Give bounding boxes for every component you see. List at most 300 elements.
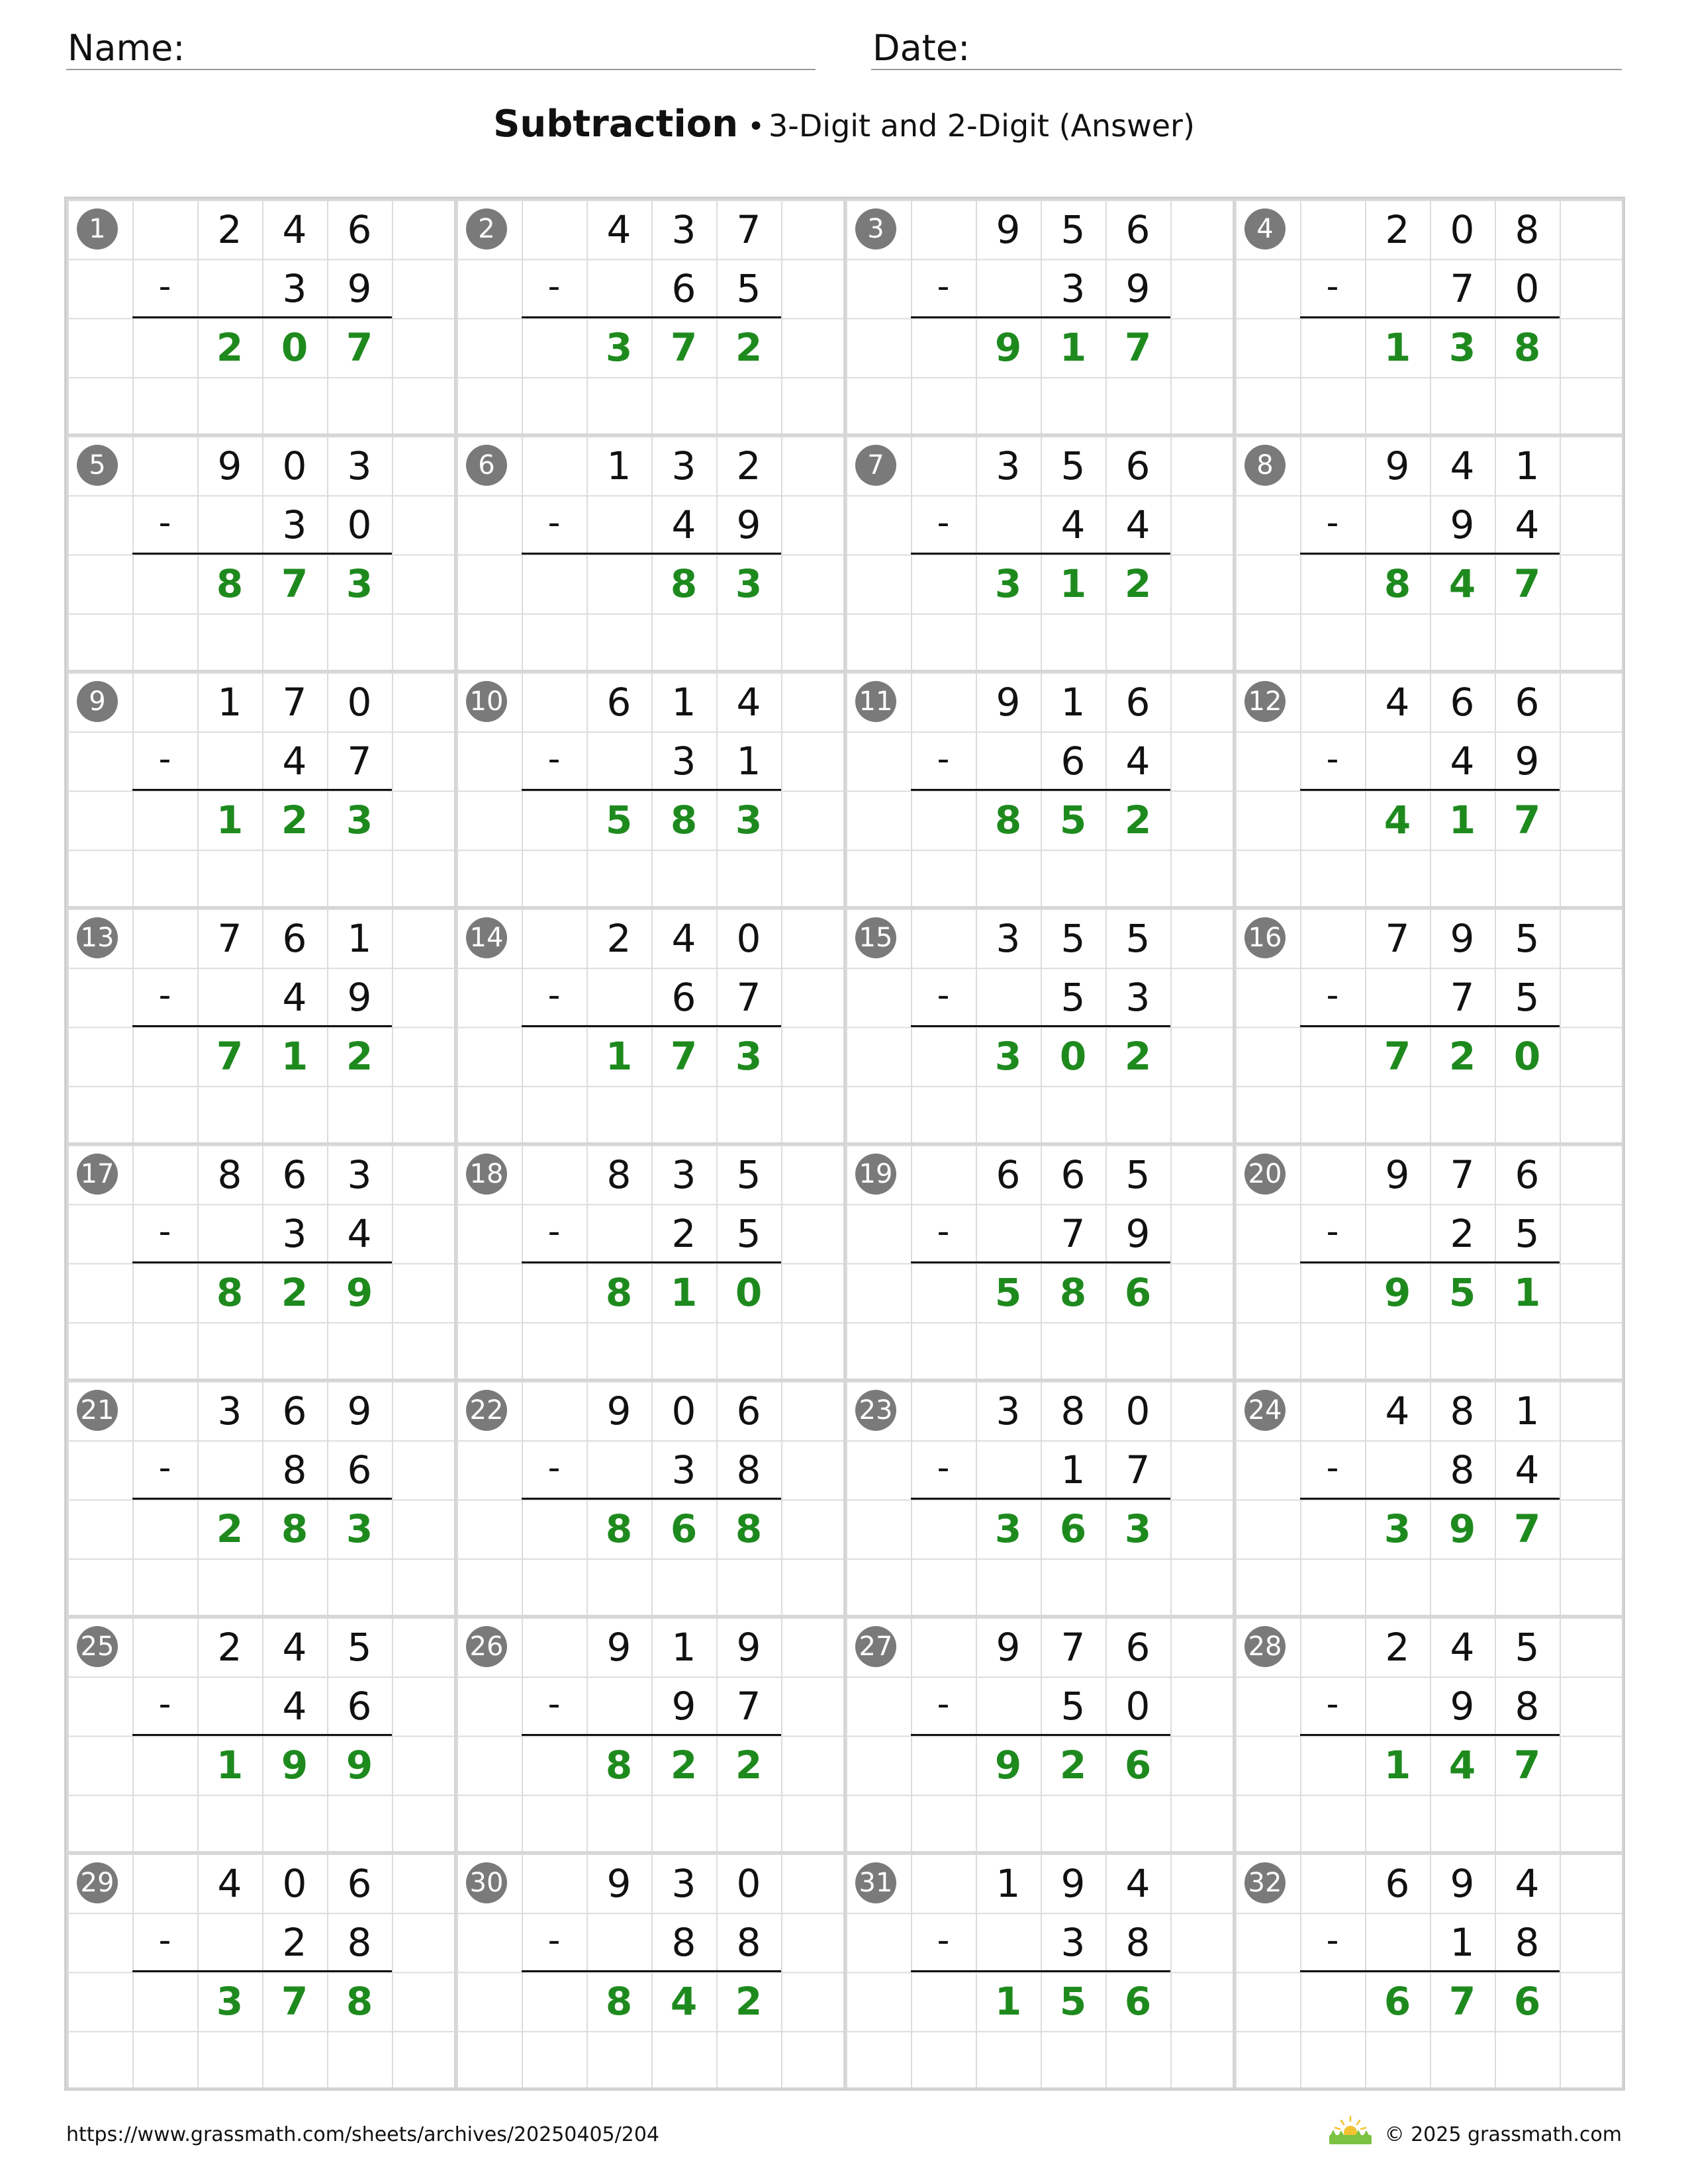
minuend-digit: 5 xyxy=(1060,207,1086,252)
subtrahend-digit: 6 xyxy=(347,1684,372,1729)
subtrahend-digit: 3 xyxy=(1125,975,1150,1020)
minus-sign: - xyxy=(937,1921,950,1960)
answer-digit: 5 xyxy=(605,797,633,842)
minuend-digit: 7 xyxy=(1385,916,1410,961)
minuend-digit: 7 xyxy=(282,680,307,725)
answer-digit: 1 xyxy=(1059,561,1087,606)
answer-digit: 7 xyxy=(1383,1034,1411,1079)
problem-cell xyxy=(1234,1144,1623,1380)
problem-cell xyxy=(66,435,455,671)
title-bullet: • xyxy=(747,110,765,144)
worksheet-title xyxy=(0,103,1688,146)
subtrahend-digit: 9 xyxy=(736,502,761,547)
minus-sign: - xyxy=(547,1921,561,1960)
answer-digit: 7 xyxy=(1448,1979,1476,2024)
problem-number-badge: 4 xyxy=(1244,208,1286,250)
minus-sign: - xyxy=(547,739,561,779)
minus-sign: - xyxy=(1326,267,1339,306)
minuend-digit: 6 xyxy=(1060,1152,1086,1197)
minuend-digit: 8 xyxy=(1515,207,1540,252)
answer-digit: 1 xyxy=(605,1034,633,1079)
answer-rule xyxy=(522,316,781,318)
minuend-digit: 3 xyxy=(217,1388,242,1433)
answer-digit: 2 xyxy=(735,1979,763,2024)
answer-digit: 9 xyxy=(994,325,1022,370)
minus-sign: - xyxy=(1326,976,1339,1015)
problem-number-badge: 14 xyxy=(466,917,507,958)
subtrahend-digit: 3 xyxy=(282,1211,307,1256)
answer-digit: 0 xyxy=(1513,1034,1541,1079)
minus-sign: - xyxy=(1326,1684,1339,1724)
minuend-digit: 5 xyxy=(736,1152,761,1197)
problem-number-badge: 2 xyxy=(466,208,507,250)
answer-digit: 7 xyxy=(1513,797,1541,842)
subtrahend-digit: 4 xyxy=(347,1211,372,1256)
problem-number-badge: 5 xyxy=(77,445,118,486)
minuend-digit: 1 xyxy=(347,916,372,961)
problem-cell xyxy=(1234,671,1623,907)
answer-digit: 3 xyxy=(994,1506,1022,1551)
problem-cell xyxy=(845,199,1234,435)
answer-digit: 9 xyxy=(346,1743,373,1788)
answer-digit: 0 xyxy=(281,325,308,370)
answer-digit: 2 xyxy=(281,1270,308,1315)
answer-digit: 8 xyxy=(216,561,244,606)
answer-digit: 8 xyxy=(281,1506,308,1551)
minuend-digit: 5 xyxy=(1125,916,1150,961)
problem-cell xyxy=(845,907,1234,1144)
minuend-digit: 5 xyxy=(1125,1152,1150,1197)
title-main: Subtraction xyxy=(493,103,739,146)
answer-digit: 8 xyxy=(605,1506,633,1551)
minuend-digit: 6 xyxy=(347,207,372,252)
minuend-digit: 4 xyxy=(1125,1861,1150,1906)
answer-rule xyxy=(132,1734,392,1736)
minuend-digit: 2 xyxy=(217,1625,242,1670)
answer-rule xyxy=(132,553,392,555)
problem-number-badge: 18 xyxy=(466,1154,507,1195)
date-field[interactable] xyxy=(871,26,1622,70)
minuend-digit: 3 xyxy=(996,916,1021,961)
answer-digit: 3 xyxy=(735,1034,763,1079)
minuend-digit: 8 xyxy=(606,1152,632,1197)
subtrahend-digit: 2 xyxy=(1450,1211,1475,1256)
minuend-digit: 9 xyxy=(1450,1861,1475,1906)
minuend-digit: 1 xyxy=(606,443,632,488)
minus-sign: - xyxy=(158,1684,171,1724)
answer-digit: 8 xyxy=(670,797,698,842)
problem-number-badge: 23 xyxy=(855,1390,896,1431)
answer-digit: 9 xyxy=(994,1743,1022,1788)
subtrahend-digit: 5 xyxy=(736,1211,761,1256)
answer-digit: 5 xyxy=(1059,797,1087,842)
minuend-digit: 4 xyxy=(671,916,696,961)
answer-digit: 6 xyxy=(1383,1979,1411,2024)
answer-digit: 8 xyxy=(605,1979,633,2024)
answer-digit: 2 xyxy=(1124,797,1152,842)
minuend-digit: 0 xyxy=(347,680,372,725)
problem-number-badge: 24 xyxy=(1244,1390,1286,1431)
problem-number-badge: 10 xyxy=(466,681,507,722)
answer-digit: 8 xyxy=(994,797,1022,842)
minus-sign: - xyxy=(547,503,561,543)
subtrahend-digit: 8 xyxy=(1125,1920,1150,1965)
problem-cell xyxy=(455,1616,845,1852)
minuend-digit: 7 xyxy=(736,207,761,252)
answer-rule xyxy=(522,553,781,555)
minuend-digit: 8 xyxy=(1060,1388,1086,1433)
answer-digit: 2 xyxy=(1059,1743,1087,1788)
problem-grid xyxy=(66,199,1623,2089)
problem-number-badge: 19 xyxy=(855,1154,896,1195)
minuend-digit: 5 xyxy=(347,1625,372,1670)
answer-digit: 9 xyxy=(281,1743,308,1788)
answer-digit: 3 xyxy=(1124,1506,1152,1551)
problem-number-badge: 7 xyxy=(855,445,896,486)
problem-number-badge: 28 xyxy=(1244,1626,1286,1667)
answer-rule xyxy=(911,1025,1170,1027)
minuend-digit: 2 xyxy=(1385,1625,1410,1670)
name-label: Name: xyxy=(68,27,185,69)
problem-cell xyxy=(66,671,455,907)
minuend-digit: 3 xyxy=(671,207,696,252)
minuend-digit: 0 xyxy=(1125,1388,1150,1433)
date-label: Date: xyxy=(872,27,970,69)
minuend-digit: 0 xyxy=(282,1861,307,1906)
minuend-digit: 9 xyxy=(996,680,1021,725)
minus-sign: - xyxy=(937,503,950,543)
answer-digit: 2 xyxy=(1448,1034,1476,1079)
problem-number-badge: 8 xyxy=(1244,445,1286,486)
minuend-digit: 4 xyxy=(736,680,761,725)
minuend-digit: 3 xyxy=(996,443,1021,488)
answer-digit: 9 xyxy=(346,1270,373,1315)
subtrahend-digit: 3 xyxy=(282,266,307,311)
problem-number-badge: 32 xyxy=(1244,1862,1286,1903)
answer-digit: 7 xyxy=(1124,325,1152,370)
problem-number-badge: 11 xyxy=(855,681,896,722)
answer-digit: 8 xyxy=(1513,325,1541,370)
answer-rule xyxy=(911,1970,1170,1972)
problem-number-badge: 21 xyxy=(77,1390,118,1431)
subtrahend-digit: 5 xyxy=(1060,975,1086,1020)
minuend-digit: 4 xyxy=(217,1861,242,1906)
answer-digit: 1 xyxy=(281,1034,308,1079)
answer-digit: 3 xyxy=(735,561,763,606)
minus-sign: - xyxy=(937,1684,950,1724)
problem-cell xyxy=(1234,199,1623,435)
minuend-digit: 5 xyxy=(1515,1625,1540,1670)
problem-cell xyxy=(845,1616,1234,1852)
minuend-digit: 4 xyxy=(606,207,632,252)
minus-sign: - xyxy=(158,1212,171,1251)
answer-digit: 7 xyxy=(1513,1743,1541,1788)
minuend-digit: 8 xyxy=(217,1152,242,1197)
answer-rule xyxy=(1300,789,1560,791)
subtrahend-digit: 2 xyxy=(671,1211,696,1256)
problem-cell xyxy=(1234,1852,1623,2089)
answer-digit: 4 xyxy=(1448,561,1476,606)
minus-sign: - xyxy=(158,739,171,779)
minuend-digit: 0 xyxy=(1450,207,1475,252)
answer-rule xyxy=(522,1261,781,1263)
subtrahend-digit: 4 xyxy=(1125,502,1150,547)
minuend-digit: 6 xyxy=(736,1388,761,1433)
problem-cell xyxy=(66,1852,455,2089)
subtrahend-digit: 7 xyxy=(1125,1447,1150,1492)
subtrahend-digit: 6 xyxy=(1060,739,1086,784)
minus-sign: - xyxy=(937,267,950,306)
answer-digit: 0 xyxy=(1059,1034,1087,1079)
problem-number-badge: 30 xyxy=(466,1862,507,1903)
subtrahend-digit: 7 xyxy=(1450,975,1475,1020)
subtrahend-digit: 1 xyxy=(1450,1920,1475,1965)
subtrahend-digit: 5 xyxy=(736,266,761,311)
answer-digit: 9 xyxy=(1448,1506,1476,1551)
answer-digit: 3 xyxy=(994,1034,1022,1079)
minuend-digit: 8 xyxy=(1450,1388,1475,1433)
problem-cell xyxy=(845,1144,1234,1380)
problem-number-badge: 26 xyxy=(466,1626,507,1667)
subtrahend-digit: 8 xyxy=(282,1447,307,1492)
minuend-digit: 9 xyxy=(1450,916,1475,961)
subtrahend-digit: 0 xyxy=(347,502,372,547)
minus-sign: - xyxy=(1326,739,1339,779)
minuend-digit: 9 xyxy=(1060,1861,1086,1906)
minuend-digit: 4 xyxy=(1515,1861,1540,1906)
minus-sign: - xyxy=(937,976,950,1015)
problem-number-badge: 13 xyxy=(77,917,118,958)
answer-rule xyxy=(1300,316,1560,318)
minuend-digit: 4 xyxy=(1385,1388,1410,1433)
subtrahend-digit: 5 xyxy=(1060,1684,1086,1729)
answer-rule xyxy=(1300,1025,1560,1027)
subtrahend-digit: 8 xyxy=(1515,1920,1540,1965)
problem-cell xyxy=(1234,907,1623,1144)
minuend-digit: 6 xyxy=(996,1152,1021,1197)
minuend-digit: 2 xyxy=(736,443,761,488)
minuend-digit: 3 xyxy=(347,443,372,488)
minus-sign: - xyxy=(158,1448,171,1488)
problem-cell xyxy=(455,199,845,435)
answer-digit: 8 xyxy=(605,1743,633,1788)
answer-digit: 3 xyxy=(1383,1506,1411,1551)
subtrahend-digit: 0 xyxy=(1515,266,1540,311)
subtrahend-digit: 7 xyxy=(736,1684,761,1729)
answer-digit: 1 xyxy=(670,1270,698,1315)
minuend-digit: 4 xyxy=(1450,1625,1475,1670)
answer-rule xyxy=(522,1025,781,1027)
answer-digit: 7 xyxy=(346,325,373,370)
subtrahend-digit: 9 xyxy=(347,266,372,311)
problem-cell xyxy=(1234,1616,1623,1852)
answer-digit: 1 xyxy=(994,1979,1022,2024)
minus-sign: - xyxy=(158,1921,171,1960)
minuend-digit: 2 xyxy=(217,207,242,252)
answer-digit: 7 xyxy=(670,325,698,370)
answer-digit: 5 xyxy=(1059,1979,1087,2024)
subtrahend-digit: 7 xyxy=(1450,266,1475,311)
answer-digit: 8 xyxy=(605,1270,633,1315)
problem-cell xyxy=(845,435,1234,671)
subtrahend-digit: 8 xyxy=(1515,1684,1540,1729)
minus-sign: - xyxy=(547,976,561,1015)
problem-number-badge: 6 xyxy=(466,445,507,486)
minuend-digit: 6 xyxy=(1125,680,1150,725)
problem-number-badge: 25 xyxy=(77,1626,118,1667)
minus-sign: - xyxy=(547,267,561,306)
minuend-digit: 5 xyxy=(1060,916,1086,961)
answer-digit: 8 xyxy=(670,561,698,606)
problem-cell xyxy=(1234,435,1623,671)
subtrahend-digit: 3 xyxy=(671,1447,696,1492)
subtrahend-digit: 9 xyxy=(1450,502,1475,547)
answer-digit: 5 xyxy=(994,1270,1022,1315)
subtrahend-digit: 3 xyxy=(1060,1920,1086,1965)
subtrahend-digit: 4 xyxy=(1125,739,1150,784)
subtrahend-digit: 6 xyxy=(347,1447,372,1492)
answer-digit: 7 xyxy=(281,561,308,606)
answer-digit: 9 xyxy=(1383,1270,1411,1315)
minuend-digit: 1 xyxy=(996,1861,1021,1906)
subtrahend-digit: 4 xyxy=(1450,739,1475,784)
minuend-digit: 5 xyxy=(1515,916,1540,961)
problem-cell xyxy=(455,1144,845,1380)
minuend-digit: 6 xyxy=(606,680,632,725)
problem-cell xyxy=(455,907,845,1144)
subtrahend-digit: 4 xyxy=(1515,1447,1540,1492)
subtrahend-digit: 8 xyxy=(671,1920,696,1965)
answer-digit: 1 xyxy=(1513,1270,1541,1315)
subtrahend-digit: 1 xyxy=(736,739,761,784)
answer-digit: 4 xyxy=(1383,797,1411,842)
minuend-digit: 3 xyxy=(671,1152,696,1197)
subtrahend-digit: 8 xyxy=(736,1447,761,1492)
answer-digit: 7 xyxy=(216,1034,244,1079)
minuend-digit: 6 xyxy=(1515,680,1540,725)
minuend-digit: 7 xyxy=(1060,1625,1086,1670)
minuend-digit: 4 xyxy=(1385,680,1410,725)
minus-sign: - xyxy=(547,1684,561,1724)
answer-digit: 2 xyxy=(216,325,244,370)
problem-number-badge: 22 xyxy=(466,1390,507,1431)
name-field[interactable] xyxy=(66,26,816,70)
answer-digit: 2 xyxy=(216,1506,244,1551)
subtrahend-digit: 9 xyxy=(1125,266,1150,311)
subtrahend-digit: 8 xyxy=(347,1920,372,1965)
answer-digit: 3 xyxy=(605,325,633,370)
subtrahend-digit: 9 xyxy=(671,1684,696,1729)
answer-digit: 8 xyxy=(346,1979,373,2024)
minuend-digit: 7 xyxy=(217,916,242,961)
minuend-digit: 3 xyxy=(671,1861,696,1906)
minuend-digit: 4 xyxy=(1450,443,1475,488)
answer-digit: 6 xyxy=(1124,1270,1152,1315)
subtrahend-digit: 7 xyxy=(736,975,761,1020)
answer-digit: 6 xyxy=(1513,1979,1541,2024)
answer-rule xyxy=(911,789,1170,791)
title-subtitle: 3-Digit and 2-Digit (Answer) xyxy=(769,108,1195,144)
answer-rule xyxy=(911,553,1170,555)
minuend-digit: 3 xyxy=(347,1152,372,1197)
subtrahend-digit: 7 xyxy=(1060,1211,1086,1256)
subtrahend-digit: 9 xyxy=(1515,739,1540,784)
minuend-digit: 9 xyxy=(996,207,1021,252)
subtrahend-digit: 9 xyxy=(1125,1211,1150,1256)
grass-sun-logo-icon xyxy=(1327,2115,1374,2146)
minuend-digit: 6 xyxy=(1515,1152,1540,1197)
minus-sign: - xyxy=(547,1212,561,1251)
answer-rule xyxy=(522,1734,781,1736)
subtrahend-digit: 4 xyxy=(282,739,307,784)
minuend-digit: 9 xyxy=(217,443,242,488)
minuend-digit: 6 xyxy=(282,1152,307,1197)
subtrahend-digit: 4 xyxy=(1515,502,1540,547)
answer-rule xyxy=(1300,1970,1560,1972)
answer-digit: 3 xyxy=(1448,325,1476,370)
problem-cell xyxy=(845,1852,1234,2089)
answer-rule xyxy=(522,1498,781,1500)
subtrahend-digit: 6 xyxy=(671,266,696,311)
minuend-digit: 6 xyxy=(1125,1625,1150,1670)
answer-rule xyxy=(911,1734,1170,1736)
answer-digit: 8 xyxy=(216,1270,244,1315)
minuend-digit: 9 xyxy=(1385,1152,1410,1197)
answer-digit: 1 xyxy=(216,1743,244,1788)
answer-rule xyxy=(132,316,392,318)
subtrahend-digit: 9 xyxy=(1450,1684,1475,1729)
minus-sign: - xyxy=(1326,1921,1339,1960)
minuend-digit: 9 xyxy=(1385,443,1410,488)
minus-sign: - xyxy=(547,1448,561,1488)
minuend-digit: 9 xyxy=(347,1388,372,1433)
answer-digit: 2 xyxy=(1124,561,1152,606)
minuend-digit: 0 xyxy=(282,443,307,488)
minuend-digit: 9 xyxy=(996,1625,1021,1670)
answer-rule xyxy=(1300,1498,1560,1500)
minuend-digit: 1 xyxy=(217,680,242,725)
subtrahend-digit: 1 xyxy=(1060,1447,1086,1492)
minuend-digit: 9 xyxy=(736,1625,761,1670)
problem-cell xyxy=(845,671,1234,907)
answer-rule xyxy=(132,1970,392,1972)
footer-url[interactable]: https://www.grassmath.com/sheets/archives/20250405/204 xyxy=(66,2123,660,2146)
subtrahend-digit: 3 xyxy=(1060,266,1086,311)
footer-copyright: © 2025 grassmath.com xyxy=(1384,2123,1622,2146)
answer-rule xyxy=(522,1970,781,1972)
answer-digit: 5 xyxy=(1448,1270,1476,1315)
minus-sign: - xyxy=(937,1448,950,1488)
minuend-digit: 5 xyxy=(1060,443,1086,488)
problem-cell xyxy=(455,1852,845,2089)
subtrahend-digit: 0 xyxy=(1125,1684,1150,1729)
problem-cell xyxy=(845,1380,1234,1616)
answer-digit: 2 xyxy=(346,1034,373,1079)
answer-rule xyxy=(911,1498,1170,1500)
minuend-digit: 2 xyxy=(606,916,632,961)
problem-cell xyxy=(1234,1380,1623,1616)
minuend-digit: 0 xyxy=(671,1388,696,1433)
minuend-digit: 6 xyxy=(1125,443,1150,488)
answer-digit: 3 xyxy=(346,797,373,842)
minuend-digit: 6 xyxy=(282,1388,307,1433)
subtrahend-digit: 4 xyxy=(671,502,696,547)
answer-digit: 2 xyxy=(670,1743,698,1788)
minuend-digit: 3 xyxy=(671,443,696,488)
minuend-digit: 6 xyxy=(282,916,307,961)
subtrahend-digit: 6 xyxy=(671,975,696,1020)
minus-sign: - xyxy=(937,1212,950,1251)
